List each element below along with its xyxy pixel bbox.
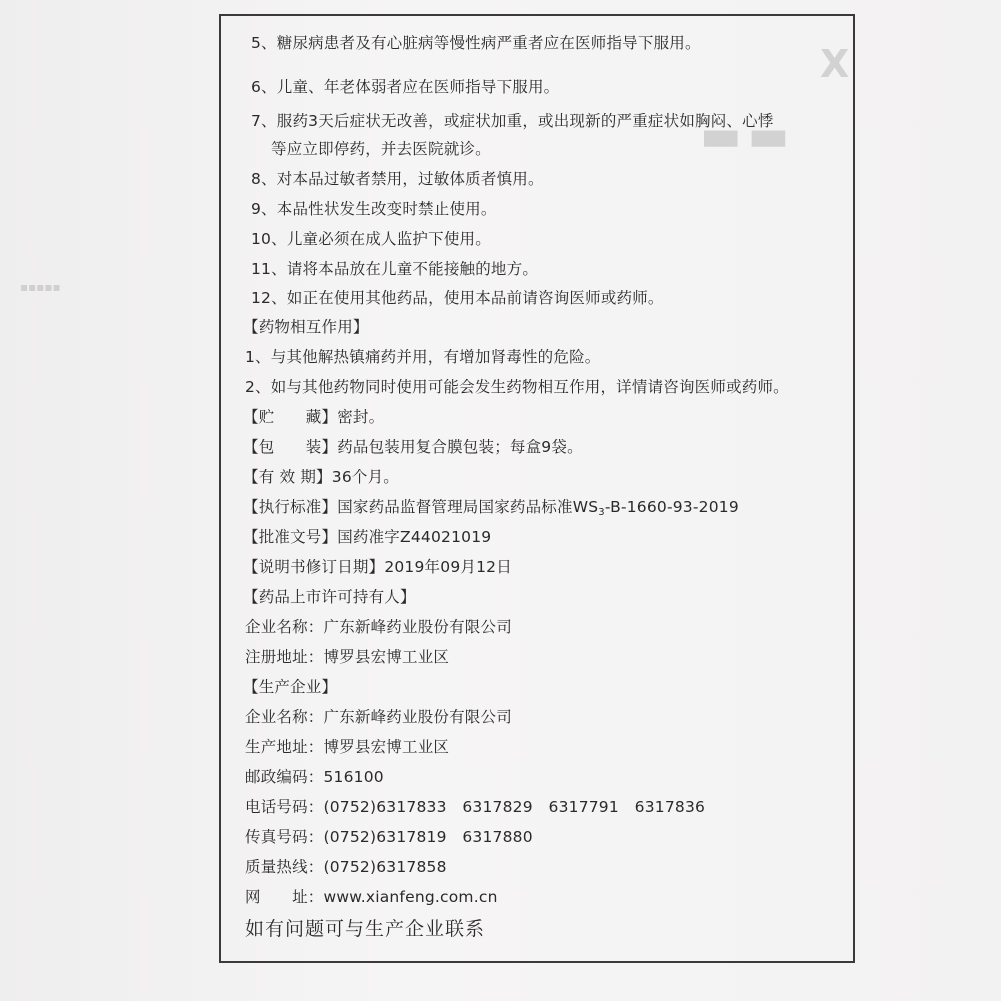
warning-item: 6、儿童、年老体弱者应在医师指导下服用。 [251,78,560,96]
warning-item: 9、本品性状发生改变时禁止使用。 [251,200,497,218]
package-row [243,437,583,457]
approval-row [243,527,491,547]
storage-row [243,407,384,427]
warning-item: 5、糖尿病患者及有心脏病等慢性病严重者应在医师指导下服用。 [251,34,701,52]
warning-item: 11、请将本品放在儿童不能接触的地方。 [251,260,539,278]
manufacturer-address: 生产地址：博罗县宏博工业区 [245,738,450,756]
interaction-item: 2、如与其他药物同时使用可能会发生药物相互作用，详情请咨询医师或药师。 [245,378,789,396]
warning-item: 8、对本品过敏者禁用，过敏体质者慎用。 [251,170,544,188]
drug-leaflet [219,14,855,963]
interactions-heading: 【药物相互作用】 [243,318,369,336]
approval-label: 【批准文号】 [243,528,338,546]
holder-name: 企业名称：广东新峰药业股份有限公司 [245,618,512,636]
package-value: 药品包装用复合膜包装；每盒9袋。 [337,438,583,456]
revision-value: 2019年09月12日 [384,558,512,576]
manufacturer-website: 网 址：www.xianfeng.com.cn [245,888,498,906]
warning-item: 10、儿童必须在成人监护下使用。 [251,230,491,248]
warning-item-continued: 等应立即停药，并去医院就诊。 [271,140,491,158]
manufacturer-heading: 【生产企业】 [243,678,338,696]
revision-row [243,557,512,577]
manufacturer-hotline: 质量热线：(0752)6317858 [245,858,447,876]
standard-value-suffix: -B-1660-93-2019 [604,498,739,516]
warning-item: 12、如正在使用其他药品，使用本品前请咨询医师或药师。 [251,289,664,307]
contact-footer: 如有问题可与生产企业联系 [245,918,486,940]
interaction-item: 1、与其他解热镇痛药并用，有增加肾毒性的危险。 [245,348,601,366]
storage-value: 密封。 [337,408,385,426]
standard-value: 国家药品监督管理局国家药品标准WS [337,498,599,516]
standard-label: 【执行标准】 [243,498,338,516]
manufacturer-name: 企业名称：广东新峰药业股份有限公司 [245,708,512,726]
holder-address: 注册地址：博罗县宏博工业区 [245,648,450,666]
validity-value: 36个月。 [331,468,399,486]
show-through-mark: ▬▬ [700,110,796,161]
manufacturer-postcode: 邮政编码：516100 [245,768,384,786]
approval-value: 国药准字Z44021019 [337,528,492,546]
standard-subscript: 3 [598,507,605,518]
manufacturer-fax: 传真号码：(0752)6317819 6317880 [245,828,533,846]
show-through-mark: ▪▪▪▪▪ [20,280,61,294]
show-through-mark: X [820,42,850,86]
standard-row [243,497,739,523]
storage-label: 【贮 藏】 [243,408,338,426]
validity-row [243,467,399,487]
validity-label: 【有 效 期】 [243,468,332,486]
holder-heading: 【药品上市许可持有人】 [243,588,416,606]
package-label: 【包 装】 [243,438,338,456]
warning-item: 7、服药3天后症状无改善，或症状加重，或出现新的严重症状如胸闷、心悸 [251,112,774,130]
revision-label: 【说明书修订日期】 [243,558,385,576]
manufacturer-phone: 电话号码：(0752)6317833 6317829 6317791 6317836 [245,798,706,816]
